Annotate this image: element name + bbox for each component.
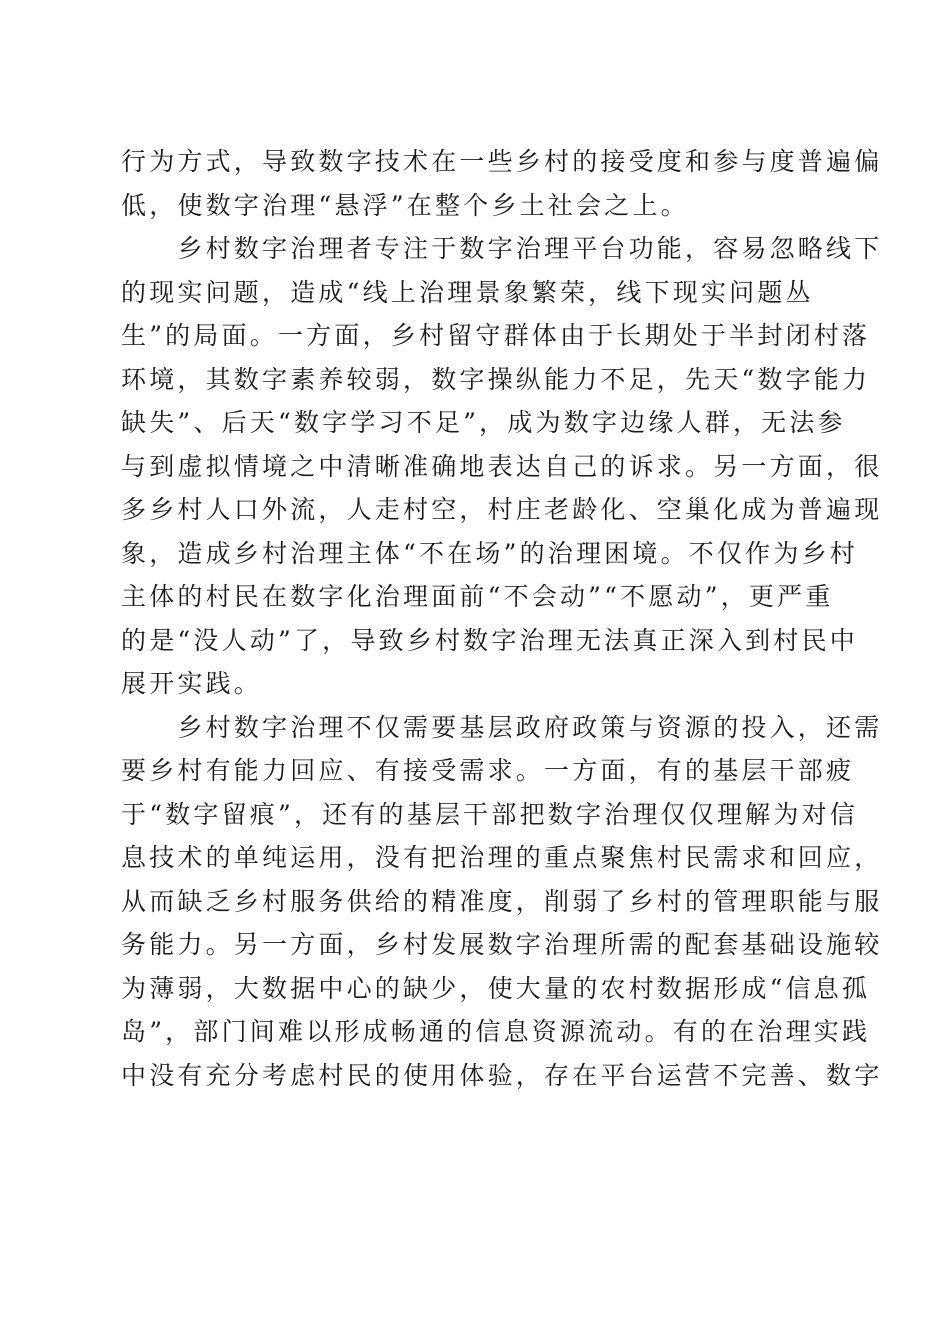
document-body <box>121 140 883 1097</box>
text-line: 象，造成乡村治理主体“不在场”的治理困境。不仅作为乡村 <box>121 538 858 568</box>
text-line: 的是“没人动”了，导致乡村数字治理无法真正深入到村民中 <box>121 625 858 655</box>
text-line: 环境，其数字素养较弱，数字操纵能力不足，先天“数字能力 <box>121 364 871 394</box>
text-line: 于“数字留痕”，还有的基层干部把数字治理仅仅理解为对信 <box>121 799 858 829</box>
text-line: 生”的局面。一方面，乡村留守群体由于长期处于半封闭村落 <box>121 321 871 350</box>
text-line: 的现实问题，造成“线上治理景象繁荣，线下现实问题丛 <box>121 277 814 307</box>
text-line: 低，使数字治理“悬浮”在整个乡土社会之上。 <box>121 190 689 220</box>
paragraph-3 <box>121 706 883 1098</box>
text-line: 中没有充分考虑村民的使用体验，存在平台运营不完善、数字 <box>121 1060 883 1090</box>
paragraph-2 <box>121 227 883 706</box>
text-line: 乡村数字治理者专注于数字治理平台功能，容易忽略线下 <box>121 234 883 263</box>
text-line: 与到虚拟情境之中清晰准确地表达自己的诉求。另一方面，很 <box>121 451 883 481</box>
text-line: 多乡村人口外流，人走村空，村庄老龄化、空巢化成为普遍现 <box>121 495 883 524</box>
text-line: 主体的村民在数字化治理面前“不会动”“不愿动”，更严重 <box>121 582 834 611</box>
text-line: 息技术的单纯运用，没有把治理的重点聚焦村民需求和回应， <box>121 843 883 872</box>
text-line: 乡村数字治理不仅需要基层政府政策与资源的投入，还需 <box>121 712 883 742</box>
text-line: 为薄弱，大数据中心的缺少，使大量的农村数据形成“信息孤 <box>121 973 871 1003</box>
text-line: 展开实践。 <box>121 669 263 698</box>
text-line: 行为方式，导致数字技术在一些乡村的接受度和参与度普遍偏 <box>121 147 883 176</box>
text-line: 缺失”、后天“数字学习不足”，成为数字边缘人群，无法参 <box>121 408 846 437</box>
text-line: 要乡村有能力回应、有接受需求。一方面，有的基层干部疲 <box>121 756 855 785</box>
text-line: 务能力。另一方面，乡村发展数字治理所需的配套基础设施较 <box>121 930 883 959</box>
text-line: 从而缺乏乡村服务供给的精准度，削弱了乡村的管理职能与服 <box>121 886 883 916</box>
text-line: 岛”，部门间难以形成畅通的信息资源流动。有的在治理实践 <box>121 1017 871 1046</box>
paragraph-1 <box>121 140 883 227</box>
